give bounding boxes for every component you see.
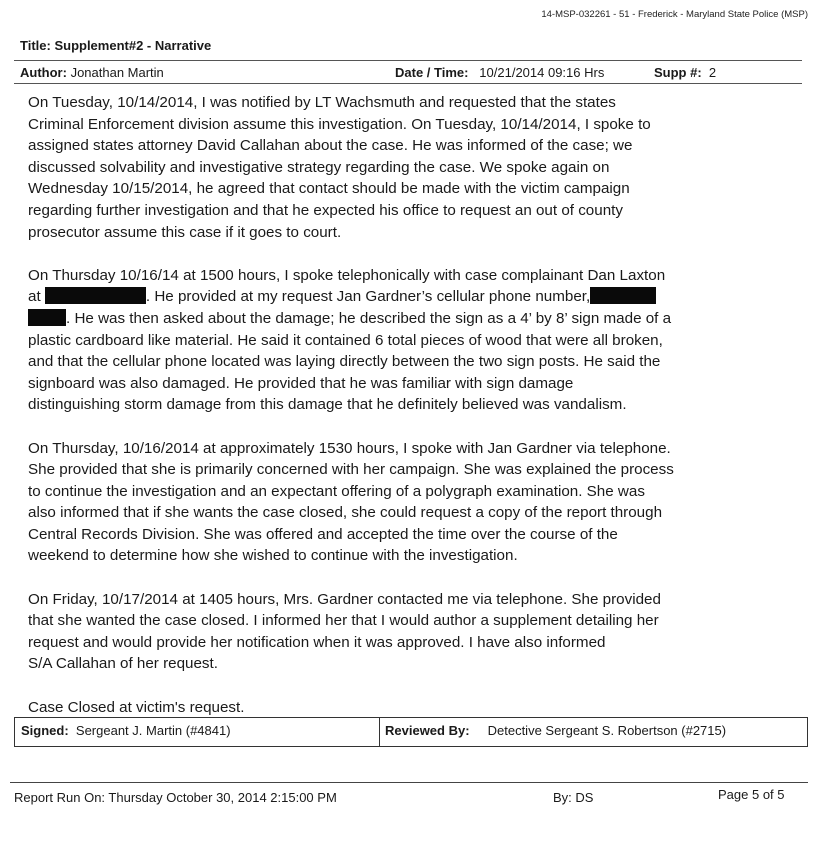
redaction-block <box>590 287 656 304</box>
author-row <box>14 60 802 84</box>
narrative-paragraph-2 <box>28 265 768 416</box>
narrative-p2-part-2: . He provided at my request Jan Gardner’s cellular phone number, <box>145 288 591 306</box>
report-title <box>20 38 211 53</box>
reviewed-value: Detective Sergeant S. Robertson (#2715) <box>487 723 727 738</box>
reviewed-label: Reviewed By: <box>385 723 470 738</box>
narrative-paragraph-5: Case Closed at victim's request. <box>28 698 245 716</box>
author-label: Author: <box>20 65 67 80</box>
supp-label: Supp #: <box>654 65 702 80</box>
datetime-field <box>395 65 604 80</box>
case-reference-header: 14-MSP-032261 - 51 - Frederick - Maryland State Police (MSP) <box>541 9 808 20</box>
supp-value: 2 <box>708 65 717 80</box>
author-value: Jonathan Martin <box>70 65 164 80</box>
redaction-block <box>28 309 66 326</box>
narrative-body <box>28 92 768 740</box>
signature-row <box>14 717 808 747</box>
signed-field <box>21 723 231 738</box>
report-run-by: By: DS <box>553 790 594 805</box>
author-field <box>20 65 164 80</box>
narrative-paragraph-3: On Thursday, 10/16/2014 at approximately 1530 hours, I spoke with Jan Gardner via telephone. She provided that she is primarily concerned with her campaign. She was explained the process to continue the investigation and an expectant offering of a polygraph examination. She was also informed that if she wants the case closed, she could request a copy of the report through Central Records Division. She was offered and accepted the time over the course of the weekend to determine how she wished to continue with the investigation. <box>28 439 674 565</box>
report-run-on: Report Run On: Thursday October 30, 2014 2:15:00 PM <box>14 790 337 805</box>
title-value: Supplement#2 - Narrative <box>54 38 212 53</box>
title-label: Title: <box>20 38 51 53</box>
narrative-paragraph-4: On Friday, 10/17/2014 at 1405 hours, Mrs. Gardner contacted me via telephone. She provided that she wanted the case closed. I informed her that I would author a supplement detailing her request and would provide her notification when it was approved. I have also informed S/A Callahan of her request. <box>28 590 661 673</box>
narrative-paragraph-1: On Tuesday, 10/14/2014, I was notified by LT Wachsmuth and requested that the states Criminal Enforcement division assume this investigation. On Tuesday, 10/14/2014, I spoke to assigned states attorney David Callahan about the case. He was informed of the case; we discussed solvability and investigative strategy regarding the case. We spoke again on Wednesday 10/15/2014, he agreed that contact should be made with the victim campaign regarding further investigation and that he expected his office to request an out of county prosecutor assume this case if it goes to court. <box>28 94 651 241</box>
page-number: Page 5 of 5 <box>718 787 785 802</box>
redaction-block <box>45 287 146 304</box>
datetime-label: Date / Time: <box>395 65 469 80</box>
signed-value: Sergeant J. Martin (#4841) <box>75 723 231 738</box>
narrative-p2-part-3: . He was then asked about the damage; he described the sign as a 4’ by 8’ sign made of a plastic cardboard like material. He said it contained 6 total pieces of wood that were all broken, and that the cellular phone located was laying directly between the two sign posts. He said the signboard was also damaged. He provided that he was familiar with sign damage distinguishing storm damage from this damage that he definitely believed was vandalism. <box>28 309 672 414</box>
signature-divider <box>379 718 380 746</box>
signed-label: Signed: <box>21 723 69 738</box>
footer-divider <box>10 782 808 783</box>
reviewed-field <box>385 723 726 738</box>
supp-field <box>654 65 716 80</box>
datetime-value: 10/21/2014 09:16 Hrs <box>479 65 605 80</box>
narrative-p2-part-1: On Thursday 10/16/14 at 1500 hours, I spoke telephonically with case complainant Dan Laxton at <box>28 266 666 306</box>
